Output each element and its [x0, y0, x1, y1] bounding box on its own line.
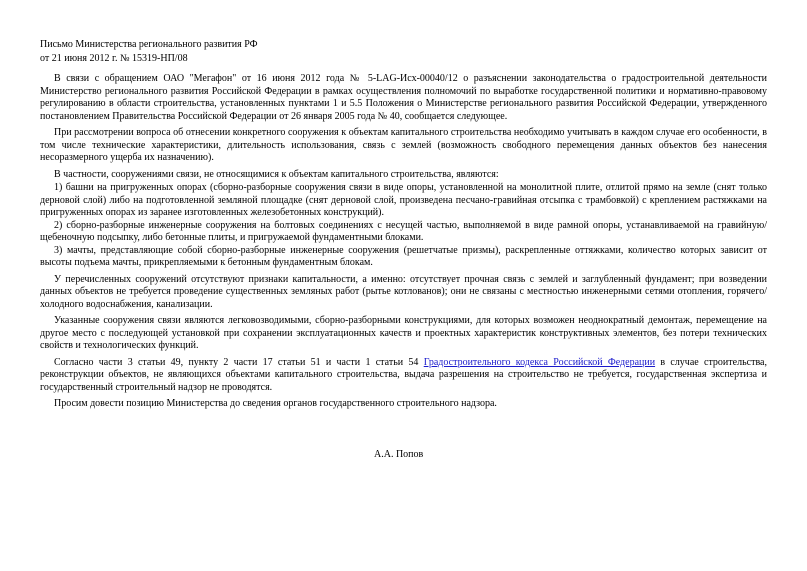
paragraph-no-capital-features: У перечисленных сооружений отсутствуют признаки капитальности, а именно: отсутствует прочная связь с землей и заглубленный фундамент; при возведении данных объектов не требуется проведение существенных земляных работ (рытье котлованов); они не связаны с местностью инженерными сетями отопления, горячего/холодного водоснабжения, канализации. [40, 273, 767, 310]
list-item-towers: 1) башни на пригруженных опорах (сборно-разборные сооружения связи в виде опоры, установленной на монолитной плите, отлитой прямо на земле (снят только дерновой слой) либо на подготовленной земляной площадке (снят дерновой слой, произведена песчано-гравийная отсыпка с трамбовкой) с креплением растяжками на пригруженных опорах из заранее изготовленных железобетонных конструкций). [40, 182, 767, 218]
legal-basis-text-before: Согласно части 3 статьи 49, пункту 2 части 17 статьи 51 и части 1 статьи 54 [54, 356, 424, 368]
letter-date-number: от 21 июня 2012 г. № 15319-НП/08 [40, 52, 188, 64]
paragraph-request: Просим довести позицию Министерства до сведения органов государственного строительного надзора. [54, 398, 497, 409]
signature-name: А.А. Попов [374, 449, 424, 460]
letter-header [40, 38, 440, 65]
paragraph-legal-basis [40, 357, 767, 395]
letter-title: Письмо Министерства регионального развития РФ [40, 39, 258, 50]
urban-planning-code-link[interactable]: Градостроительного кодекса Российской Федерации [423, 356, 656, 368]
paragraph-easily-erected: Указанные сооружения связи являются легковозводимыми, сборно-разборными конструкциями, для которых возможен неоднократный демонтаж, перемещение на другое место с последующей установкой при сохранении эксплуатационных качеств и проектных характеристик конструктивных элементов, без потери технических свойств и технологических функций. [40, 315, 767, 351]
list-item-masts: 3) мачты, представляющие собой сборно-разборные инженерные сооружения (решетчатые призмы), раскрепленные оттяжками, количество которых зависит от высоты подъема мачты, прикрепляемыми к бетонным фундаментным блокам. [40, 244, 767, 268]
paragraph-list-intro: В частности, сооружениями связи, не относящимися к объектам капитального строительства, являются: [54, 168, 499, 180]
legal-basis-text-after: в случае строительства, реконструкции объектов, не являющихся объектами капитального строительства, выдача разрешения на строительство не требуется, государственная экспертиза и государственный строительный надзор не проводятся. [40, 356, 767, 393]
paragraph-criteria: При рассмотрении вопроса об отнесении конкретного сооружения к объектам капитального строительства необходимо учитывать в каждом случае его особенности, в том числе технические характеристики, длительность использования, связь с землей (возможность свободного перемещения данных объектов без нанесения несоразмерного ущерба их назначению). [40, 127, 767, 163]
paragraph-intro: В связи с обращением ОАО "Мегафон" от 16 июня 2012 года № 5-LAG-Исх-00040/12 о разъяснении законодательства о градостроительной деятельности Министерство регионального развития Российской Федерации в рамках осуществления полномочий по выработке государственной политики и нормативно-правовому регулированию в области строительства, установленных пунктами 1 и 5.5 Положения о Министерстве регионального развития Российской Федерации, утвержденного постановлением Правительства Российской Федерации от 26 января 2005 года № 40, сообщается следующее. [40, 73, 767, 122]
list-item-bolted-structures: 2) сборно-разборные инженерные сооружения на болтовых соединениях с несущей частью, выполняемой в виде рамной опоры, устанавливаемой на гравийную/щебеночную подсыпку, либо бетонные плиты, и пригружаемой фундаментными блоками. [40, 219, 767, 243]
letter-body [40, 73, 767, 415]
